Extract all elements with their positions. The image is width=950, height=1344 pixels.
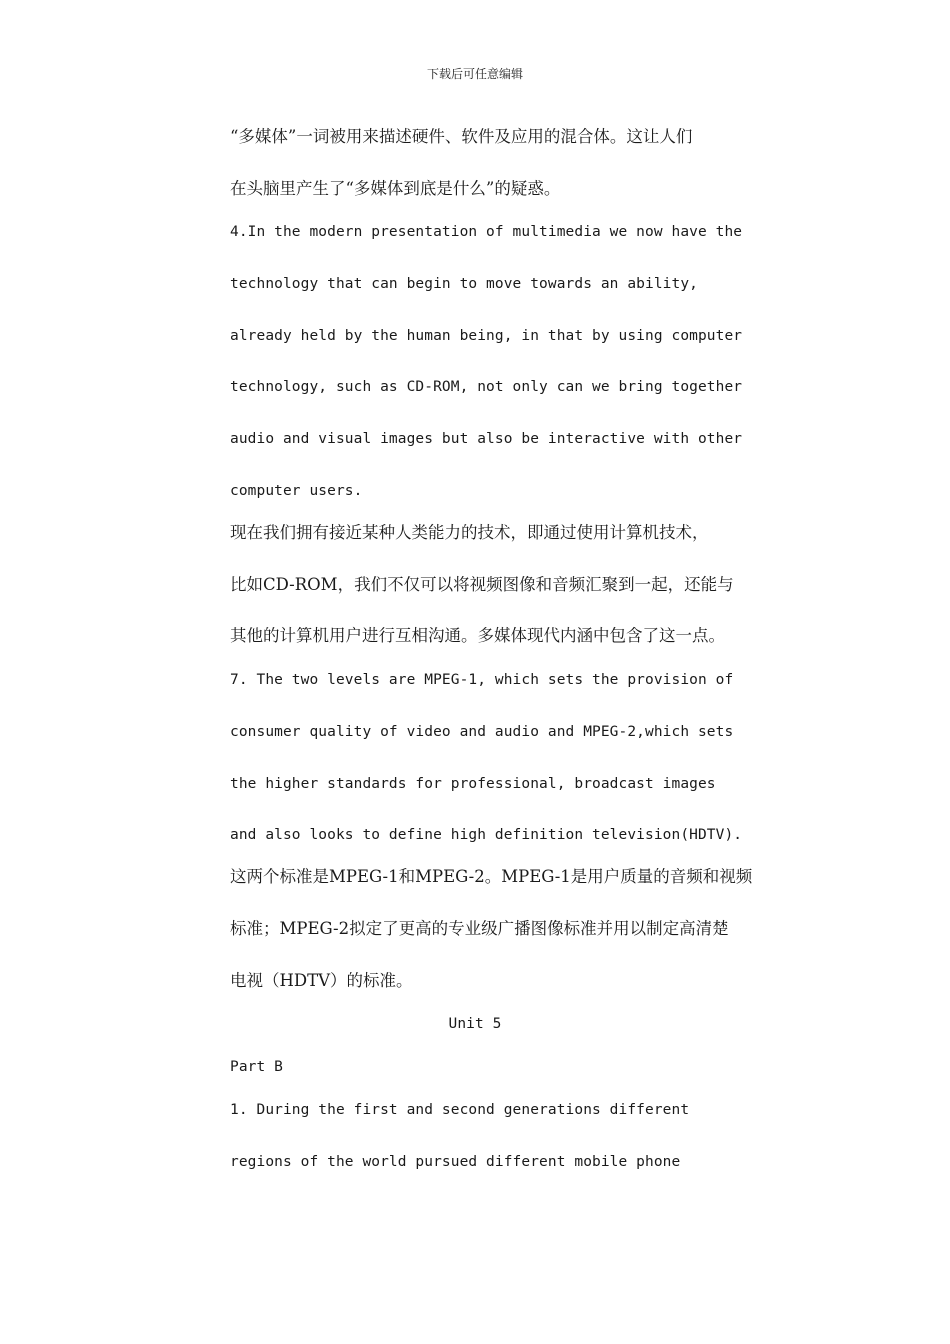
text-line: audio and visual images but also be interactive with other — [230, 431, 743, 447]
text-line: 4.In the modern presentation of multimedia we now have the — [230, 224, 743, 240]
text-line: the higher standards for professional, broadcast images — [230, 776, 716, 792]
text-line: 标准；MPEG-2拟定了更高的专业级广播图像标准并用以制定高清楚 — [230, 919, 729, 938]
text-line: 在头脑里产生了“多媒体到底是什么”的疑惑。 — [230, 179, 561, 198]
text-line: already held by the human being, in that by using computer — [230, 328, 743, 344]
text-line: consumer quality of video and audio and MPEG-2,which sets — [230, 724, 734, 740]
part-heading: Part B — [230, 1059, 283, 1075]
text-line: 1. During the first and second generations different — [230, 1102, 690, 1118]
text-line: 这两个标准是MPEG-1和MPEG-2。MPEG-1是用户质量的音频和视频 — [230, 867, 753, 886]
page-header: 下载后可任意编辑 — [426, 67, 523, 81]
text-line: technology, such as CD-ROM, not only can we bring together — [230, 379, 743, 395]
text-line: computer users. — [230, 483, 363, 499]
text-line: 7. The two levels are MPEG-1, which sets the provision of — [230, 672, 734, 688]
text-line: 现在我们拥有接近某种人类能力的技术，即通过使用计算机技术， — [230, 523, 709, 542]
text-line: 其他的计算机用户进行互相沟通。多媒体现代内涵中包含了这一点。 — [230, 626, 725, 645]
text-line: regions of the world pursued different mobile phone — [230, 1154, 681, 1170]
text-line: “多媒体”一词被用来描述硬件、软件及应用的混合体。这让人们 — [230, 127, 693, 146]
text-line: and also looks to define high definition television(HDTV). — [230, 827, 743, 843]
text-line: 电视（HDTV）的标准。 — [230, 971, 413, 990]
text-line: technology that can begin to move towards an ability, — [230, 276, 698, 292]
unit-heading: Unit 5 — [448, 1016, 502, 1032]
text-line: 比如CD-ROM，我们不仅可以将视频图像和音频汇聚到一起，还能与 — [230, 575, 734, 594]
